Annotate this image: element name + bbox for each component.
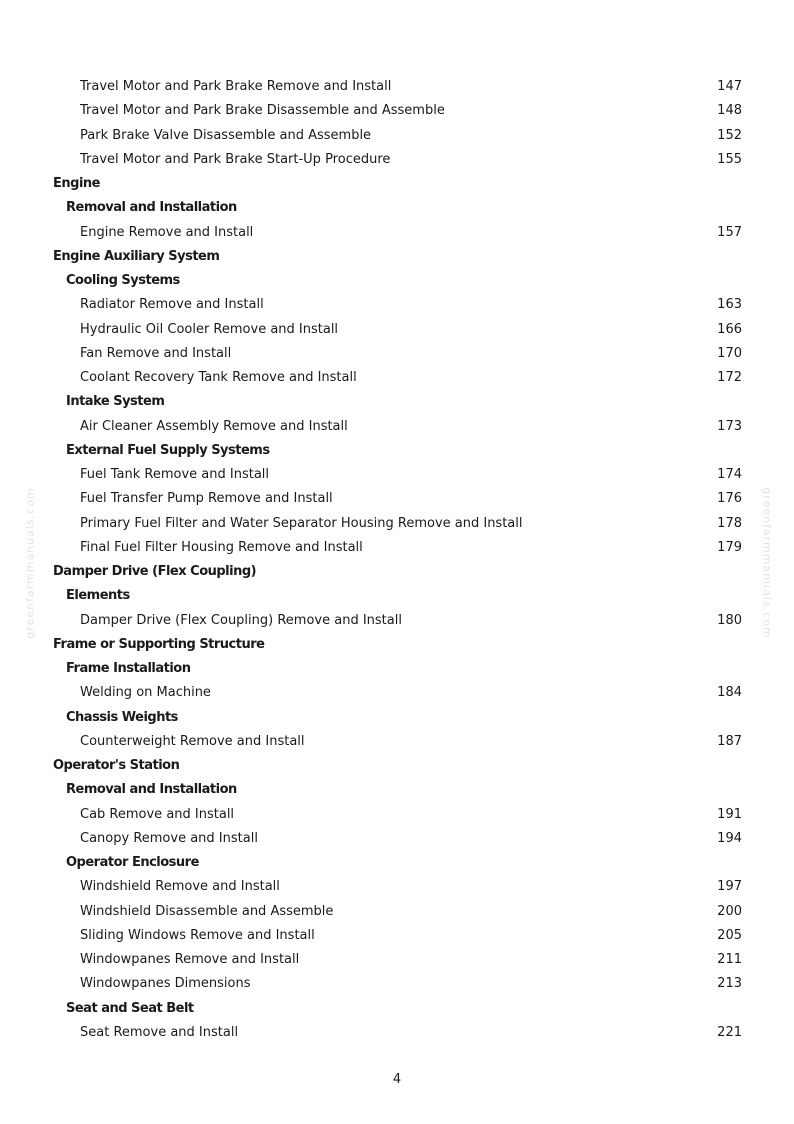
toc-entry-title: Damper Drive (Flex Coupling) Remove and Install [80,612,402,628]
toc-chapter-heading [0,754,794,778]
toc-chapter-heading [0,560,794,584]
toc-entry-title: Removal and Installation [66,200,237,216]
toc-chapter-heading [0,172,794,196]
toc-entry-title: Frame or Supporting Structure [53,636,265,652]
toc-entry-page: 176 [717,491,742,507]
toc-section-heading [0,997,794,1021]
toc-entry-title: Radiator Remove and Install [80,297,264,313]
toc-entry-page: 148 [717,103,742,119]
toc-entry-page: 166 [717,321,742,337]
toc-entry-title: Operator's Station [53,758,180,773]
watermark-right: greenfarmmanuals.com [760,487,774,639]
toc-entry[interactable] [0,366,794,390]
toc-entry[interactable] [0,972,794,996]
toc-entry-title: Air Cleaner Assembly Remove and Install [80,418,348,434]
toc-entry-page: 194 [717,830,742,846]
toc-entry-page: 172 [717,370,742,385]
toc-entry-page: 155 [717,151,742,167]
toc-entry-title: Windshield Disassemble and Assemble [80,903,334,919]
toc-entry-title: Intake System [66,394,165,410]
toc-entry[interactable] [0,900,794,924]
toc-entry-title: Seat Remove and Install [80,1024,239,1040]
toc-entry[interactable] [0,948,794,972]
toc-entry-page: 180 [717,612,742,628]
toc-entry-title: Engine Remove and Install [80,224,254,240]
toc-entry-title: Windowpanes Remove and Install [80,952,300,967]
toc-chapter-heading [0,633,794,657]
toc-entry-title: Frame Installation [66,661,191,676]
toc-entry-title: Travel Motor and Park Brake Start-Up Procedure [80,151,391,167]
toc-entry[interactable] [0,609,794,633]
toc-entry-title: Sliding Windows Remove and Install [80,927,315,943]
toc-entry-title: Cab Remove and Install [80,806,235,822]
toc-entry-page: 187 [717,733,742,749]
toc-entry-title: Final Fuel Filter Housing Remove and Install [80,539,363,555]
toc-entry[interactable] [0,827,794,851]
toc-entry-page: 205 [717,927,742,943]
toc-entry-page: 147 [717,79,742,94]
toc-entry[interactable] [0,875,794,899]
toc-entry-title: Canopy Remove and Install [80,830,258,846]
toc-entry-page: 157 [717,224,742,240]
toc-entry-title: Engine [53,176,100,191]
toc-entry-page: 191 [717,806,742,822]
toc-entry-title: Windowpanes Dimensions [80,976,251,992]
toc-entry-title: Windshield Remove and Install [80,879,280,895]
toc-entry[interactable] [0,924,794,948]
toc-entry[interactable] [0,293,794,317]
toc-entry-title: Park Brake Valve Disassemble and Assemble [80,127,372,143]
toc-section-heading [0,584,794,608]
toc-entry-title: Counterweight Remove and Install [80,733,305,749]
toc-entry[interactable] [0,681,794,705]
toc-entry-page: 163 [717,297,742,313]
toc-entry-title: Damper Drive (Flex Coupling) [53,564,257,579]
toc-section-heading [0,706,794,730]
toc-entry-title: Welding on Machine [80,685,211,701]
toc-entry-title: Fuel Tank Remove and Install [80,467,270,482]
toc-entry-title: Travel Motor and Park Brake Remove and Install [80,79,392,94]
toc-entry-page: 221 [717,1024,742,1040]
toc-entry[interactable] [0,75,794,99]
toc-entry-page: 200 [717,903,742,919]
toc-entry[interactable] [0,221,794,245]
toc-chapter-heading [0,245,794,269]
toc-entry-title: Operator Enclosure [66,855,199,870]
toc-entry-title: Chassis Weights [66,709,178,725]
toc-entry-title: Coolant Recovery Tank Remove and Install [80,370,357,385]
toc-entry[interactable] [0,512,794,536]
toc-entry-title: Removal and Installation [66,782,237,798]
toc-entry[interactable] [0,803,794,827]
toc-entry-title: Travel Motor and Park Brake Disassemble and Assemble [80,103,445,119]
toc-entry[interactable] [0,148,794,172]
toc-section-heading [0,269,794,293]
toc-section-heading [0,439,794,463]
toc-entry-page: 173 [717,418,742,434]
toc-entry-title: Seat and Seat Belt [66,1000,194,1016]
toc-entry[interactable] [0,342,794,366]
toc-section-heading [0,851,794,875]
toc-entry-page: 170 [717,345,742,361]
toc-entry-page: 152 [717,127,742,143]
toc-entry[interactable] [0,318,794,342]
toc-entry[interactable] [0,463,794,487]
toc-entry[interactable] [0,487,794,511]
toc-entry-page: 211 [717,952,742,967]
toc-entry[interactable] [0,124,794,148]
toc-entry-page: 184 [717,685,742,701]
toc-entry-page: 174 [717,467,742,482]
toc-section-heading [0,390,794,414]
toc-entry[interactable] [0,1021,794,1045]
toc-entry-title: Fan Remove and Install [80,345,232,361]
page-number: 4 [392,1072,402,1087]
toc-entry-page: 179 [717,539,742,555]
toc-entry-page: 197 [717,879,742,895]
toc-entry-title: External Fuel Supply Systems [66,442,270,458]
toc-entry-title: Cooling Systems [66,273,180,288]
toc-entry-page: 178 [717,515,742,531]
toc-entry[interactable] [0,415,794,439]
watermark-left: greenfarmmanuals.com [23,487,37,639]
toc-entry[interactable] [0,730,794,754]
toc-entry-title: Primary Fuel Filter and Water Separator Housing Remove and Install [80,515,523,531]
toc-section-heading [0,657,794,681]
toc-entry-title: Fuel Transfer Pump Remove and Install [80,491,333,507]
toc-entry-title: Elements [66,588,130,604]
toc-entry-title: Engine Auxiliary System [53,248,220,264]
toc-entry[interactable] [0,99,794,123]
toc-entry-page: 213 [717,976,742,992]
toc-entry-title: Hydraulic Oil Cooler Remove and Install [80,321,339,337]
toc-entry[interactable] [0,536,794,560]
toc-section-heading [0,778,794,802]
toc-section-heading [0,196,794,220]
